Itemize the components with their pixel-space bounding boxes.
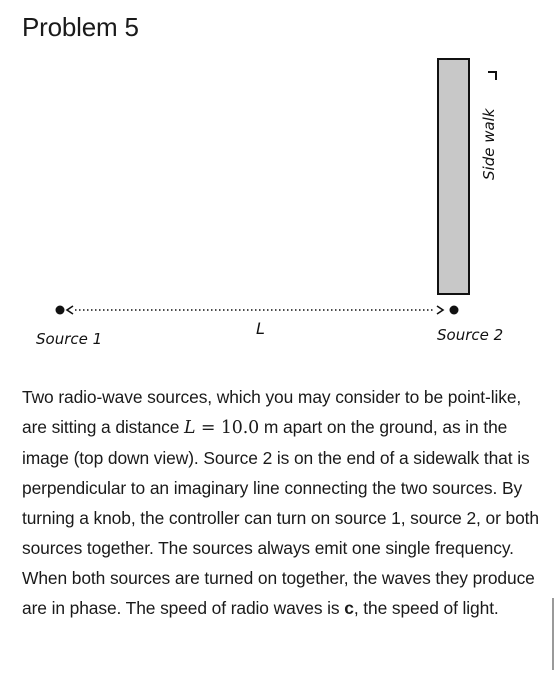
problem-description — [22, 382, 542, 623]
scrollbar-edge — [552, 598, 554, 670]
source2-label: Source 2 — [437, 326, 504, 344]
page-title: Problem 5 — [22, 12, 139, 42]
paragraph-text-1: Two radio-wave sources, which you may consider to be point-like, are sitting a distance — [22, 387, 522, 437]
source1-dot — [56, 306, 65, 315]
sidewalk-rect — [438, 59, 469, 294]
math-variable-L: L — [184, 418, 196, 438]
right-arrowhead — [437, 306, 443, 314]
left-arrowhead — [67, 306, 73, 314]
source2-dot — [450, 306, 459, 315]
distance-label: L — [256, 319, 265, 338]
paragraph-text-3: , the speed of light. — [353, 598, 499, 618]
sidewalk-label-hook — [488, 72, 496, 80]
sidewalk-label: Side walk — [480, 108, 498, 180]
source1-label: Source 1 — [36, 330, 103, 348]
paragraph-text-2: m apart on the ground, as in the image (top down view). Source 2 is on the end of a sidewalk that is perpendicular to an imaginary line connecting the two sources. By turning a knob, the controller can turn on source 1, source 2, or both sources together. The sources always emit one single frequency. When both sources are turned on together, the waves they produce are in phase. The speed of radio waves is — [22, 417, 539, 618]
math-value: 10.0 — [220, 418, 260, 438]
math-equals: = — [195, 418, 221, 438]
speed-of-light-symbol: c — [344, 598, 354, 618]
